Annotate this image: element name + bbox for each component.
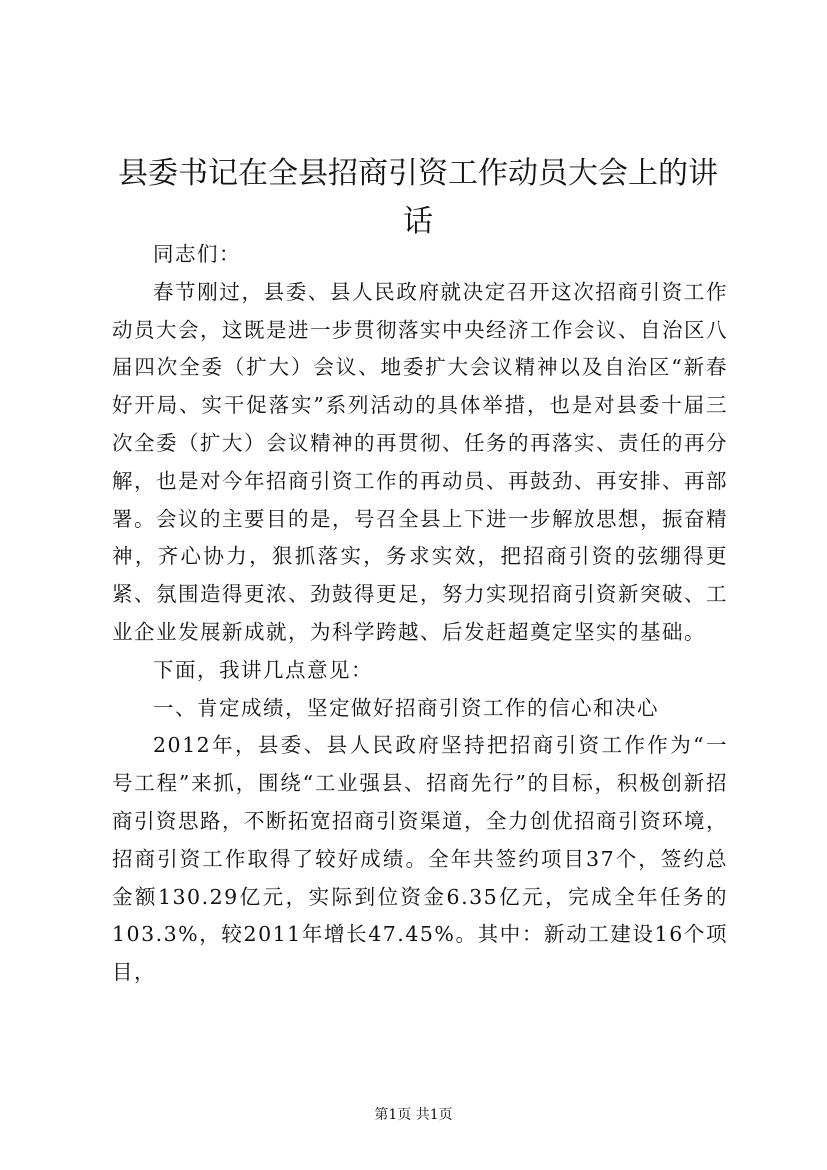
paragraph-achievements: 2012年，县委、县人民政府坚持把招商引资工作作为“一号工程”来抓，围绕“工业强县、招商先行”的目标，积极创新招商引资思路，不断拓宽招商引资渠道，全力创优招商引资环境，招商引资工作取得了较好成绩。全年共签约项目37个，签约总金额130.29亿元，实际到位资金6.35亿元，完成全年任务的103.3%，较2011年增长47.45%。其中：新动工建设16个项目，: [112, 733, 728, 985]
salutation: 同志们：: [153, 242, 241, 266]
page-number-footer: 第1页 共1页: [374, 1107, 453, 1123]
document-body: [112, 236, 728, 992]
document-title: 县委书记在全县招商引资工作动员大会上的讲话: [118, 156, 718, 239]
paragraph-transition: 下面，我讲几点意见：: [153, 657, 373, 682]
paragraph-intro: 春节刚过，县委、县人民政府就决定召开这次招商引资工作动员大会，这既是进一步贯彻落实中央经济工作会议、自治区八届四次全委（扩大）会议、地委扩大会议精神以及自治区“新春好开局、实干促落实”系列活动的具体举措，也是对县委十届三次全委（扩大）会议精神的再贯彻、任务的再落实、责任的再分解，也是对今年招商引资工作的再动员、再鼓劲、再安排、再部署。会议的主要目的是，号召全县上下进一步解放思想，振奋精神，齐心协力，狠抓落实，务求实效，把招商引资的弦绷得更紧、氛围造得更浓、劲鼓得更足，努力实现招商引资新突破、工业企业发展新成就，为科学跨越、后发赶超奠定坚实的基础。: [112, 279, 728, 644]
section-heading-1: 一、肯定成绩，坚定做好招商引资工作的信心和决心: [153, 695, 659, 720]
